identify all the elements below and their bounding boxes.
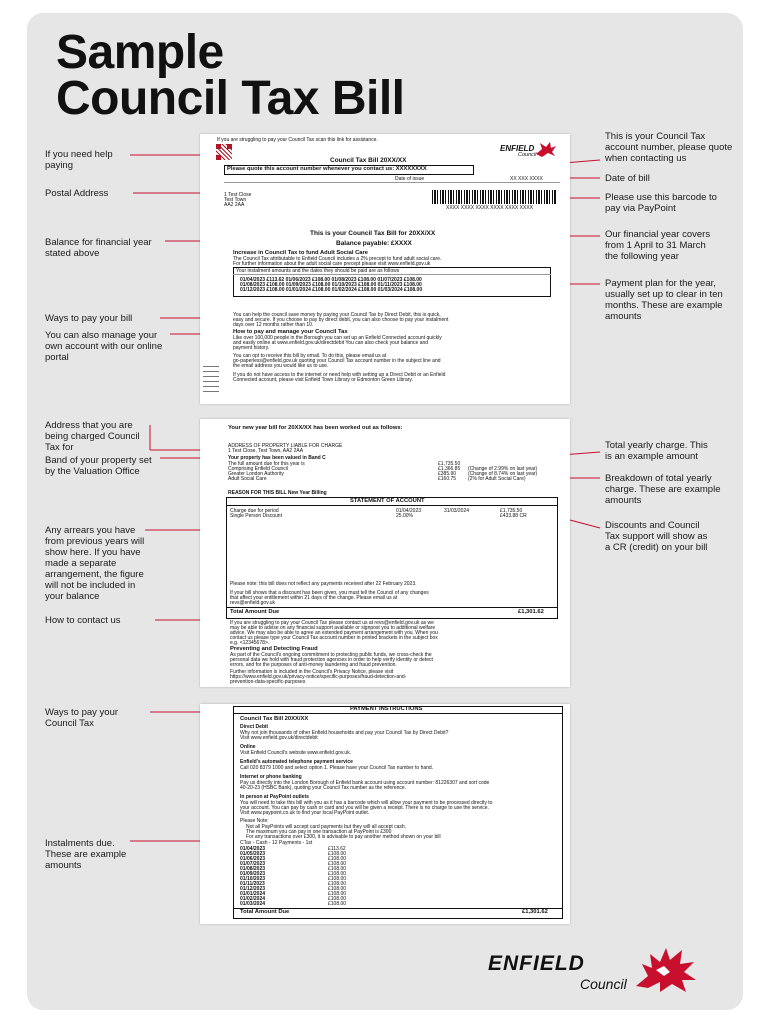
manage-text-2: and easily online at www.enfield.gov.uk/directdebit You can also check your balance and — [233, 340, 429, 346]
fraud-text-1: As part of the Council's ongoing commitment to protecting public funds, we cross-check the — [230, 652, 432, 658]
instalment-date: 01/10/2023 — [240, 876, 266, 882]
discount-text-1: If your bill shows that a discount has been given, you must tell the Council of any changes — [230, 590, 429, 596]
help-line: If you are struggling to pay your Council Tax scan this link for assistance. — [217, 137, 378, 143]
instalment-date: 01/06/2023 — [240, 856, 266, 862]
instalment-date: 01/02/2024 — [240, 896, 266, 902]
instalment-date: 01/12/2023 — [240, 886, 266, 892]
fraud-text-3: errors, and for the purposes of anti-money laundering and fraud prevention. — [230, 662, 397, 668]
instalment-amount: £108.00 — [328, 886, 347, 892]
callout-total-yearly-charge: Total yearly charge. This is an example amount — [605, 440, 708, 462]
statement-to-0: 31/03/2024 — [444, 508, 470, 514]
instalment-row-2: 01/08/2023 £108.00 01/09/2023 £108.00 01/10/2023 £108.00 01/11/2023 £108.00 — [240, 282, 422, 288]
callout-breakdown: Breakdown of total yearly charge. These are example amounts — [605, 473, 721, 506]
callout-payment-plan: Payment plan for the year, usually set up to clear in ten months. These are example amounts — [605, 278, 723, 322]
account-number-line: Please quote this account number whenever you contact us: XXXXXXXX — [227, 166, 427, 172]
callout-arrears: Any arrears you have from previous years will show here. If you have made a separate arrangement, the figure will not be included in your balance — [45, 525, 145, 602]
bill-for-year: This is your Council Tax Bill for 20XX/XX — [310, 230, 436, 237]
instalment-amount: £113.62 — [328, 846, 346, 852]
charge-amount-3: £160.75 — [438, 476, 457, 482]
instalment-amount: £108.00 — [328, 871, 347, 877]
page3-total-value: £1,301.62 — [522, 909, 548, 915]
charge-note-2: (Change of 8.74% on last year) — [468, 471, 538, 477]
direct-debit-text-2: easy and secure. If you choose to pay by direct debit, you can also choose to pay your instalment — [233, 317, 449, 323]
instalment-divider — [233, 274, 551, 275]
instalment-amount: £108.00 — [328, 851, 347, 857]
callout-barcode: Please use this barcode to pay via PayPoint — [605, 192, 717, 214]
callout-online-portal: You can also manage your own account with our online portal — [45, 330, 163, 363]
statement-from-1: 25.00% — [396, 513, 413, 519]
instalment-date: 01/07/2023 — [240, 861, 266, 867]
no-access-text-2: Connected account, please visit Enfield Town Library or Edmonton Green Library. — [233, 377, 413, 383]
email-text-2: go-paperless@enfield.gov.uk quoting your Council Tax account number in the subject line and — [233, 358, 441, 364]
discount-text-3: revs@enfield.gov.uk — [230, 600, 276, 606]
payment-method-text: your account. You can pay by cash or card and you will be given a receipt. There is no charge to use the service. — [240, 805, 489, 811]
contact-text-1: If you are struggling to pay your Council Tax please contact us at revs@enfield.gov.uk as we — [230, 620, 434, 626]
callout-balance: Balance for financial year stated above — [45, 237, 152, 259]
charge-note-1: (Change of 2.99% on last year) — [468, 466, 538, 472]
payment-method-text: Why not join thousands of other Enfield households and pay your Council Tax by Direct Debit? — [240, 730, 449, 736]
instalment-date: 01/03/2024 — [240, 901, 266, 907]
instalment-date: 01/05/2023 — [240, 851, 266, 857]
instalment-amount: £108.00 — [328, 861, 347, 867]
statement-label-0: Charge due for period — [230, 508, 279, 514]
address-line-2: Test Town — [224, 197, 247, 203]
payment-method-heading: Enfield's automated telephone payment service — [240, 759, 353, 765]
instalment-date: 01/01/2024 — [240, 891, 266, 897]
property-address-head: ADDRESS OF PROPERTY LIABLE FOR CHARGE — [228, 443, 343, 449]
address-line-3: AA2 2AA — [224, 202, 245, 208]
payment-method-heading: Online — [240, 744, 256, 750]
page3-total-label: Total Amount Due — [240, 909, 290, 915]
title-line-1: Sample — [56, 26, 224, 79]
callout-property-address: Address that you are being charged Council Tax for — [45, 420, 140, 453]
band-line: Your property has been valued in Band C — [228, 455, 326, 461]
increase-text-2: For further information about the adult social care precept please visit www.enfield.gov.uk — [233, 261, 431, 267]
bullet-1: Not all PayPoints will accept card payments but they will all accept cash. — [246, 824, 407, 830]
charge-amount-1: £1,366.85 — [438, 466, 461, 472]
payment-method-text: Pay us directly into the London Borough of Enfield bank account using account number: 81226307 and sort code — [240, 780, 490, 786]
callout-ways-to-pay-council-tax: Ways to pay your Council Tax — [45, 707, 119, 729]
bullet-3: For any transactions over £300, it is advisable to pay another method shown on your bill — [246, 834, 441, 840]
payment-method-text: 40-20-23 (HSBC Bank), quoting your Council Tax number as the reference. — [240, 785, 407, 791]
qr-code-icon — [216, 144, 232, 160]
manage-text-3: payment history. — [233, 345, 270, 351]
statement-label-1: Single Person Discount — [230, 513, 282, 519]
instalment-amount: £108.00 — [328, 876, 347, 882]
barcode-number: XXXX XXXX XXXX XXXX XXXX XXXX — [446, 205, 533, 211]
charge-amount-2: £385.90 — [438, 471, 457, 477]
callout-date-of-bill: Date of bill — [605, 173, 650, 184]
email-text-3: the email address you would like us to use. — [233, 363, 329, 369]
charge-note-3: (2% for Adult Social Care) — [468, 476, 526, 482]
statement-from-0: 01/04/2023 — [396, 508, 422, 514]
contact-text-4: contact us please type your Council Tax account number in printed brackets in the subject box — [230, 635, 438, 641]
no-access-text-1: If you do not have access to the internet or need help with setting up a Direct Debit or an Enfield — [233, 372, 446, 378]
instalment-date: 01/09/2023 — [240, 871, 266, 877]
enfield-logo-sub: Council — [580, 976, 627, 992]
privacy-text-1: Further information is included in the Council's Privacy Notice, please visit — [230, 669, 394, 675]
page2-total-label: Total Amount Due — [230, 609, 280, 615]
instalment-amount: £108.00 — [328, 891, 347, 897]
direct-debit-text-1: You can help the council save money by paying your Council Tax by Direct Debit, this is quick, — [233, 312, 441, 318]
instalment-date: 01/08/2023 — [240, 866, 266, 872]
charge-label-1: Comprising Enfield Council — [228, 466, 289, 472]
payment-method-heading: Internet or phone banking — [240, 774, 302, 780]
payment-method-text: You will need to take this bill with you as it has a barcode which will allow your payment to be processed directly to — [240, 800, 493, 806]
payment-method-heading: Direct Debit — [240, 724, 269, 730]
dragon-crest-icon — [534, 140, 558, 158]
callout-postal-address: Postal Address — [45, 188, 109, 199]
paypoint-barcode — [432, 190, 556, 204]
address-line-1: 1 Test Close — [224, 192, 252, 198]
charge-amount-0: £1,735.50 — [438, 461, 461, 467]
statement-amount-0: £1,735.50 — [500, 508, 523, 514]
bill-page-3 — [200, 704, 570, 924]
instalment-amount: £108.00 — [328, 881, 347, 887]
callout-account-number: This is your Council Tax account number, please quote when contacting us — [605, 131, 733, 164]
statement-heading: STATEMENT OF ACCOUNT — [350, 498, 425, 504]
enfield-logo-name: ENFIELD — [488, 952, 585, 975]
page1-logo-name: ENFIELD — [500, 144, 535, 153]
page2-total-value: £1,301.62 — [518, 609, 544, 615]
date-of-issue-label: Date of issue — [395, 176, 425, 182]
payment-method-text: Visit www.paypoint.co.uk to find your local PayPoint outlet. — [240, 810, 370, 816]
charge-label-0: The full amount due for this year is — [228, 461, 305, 467]
statement-amount-1: £433.88 CR — [500, 513, 527, 519]
callout-instalments: Instalments due. These are example amounts — [45, 838, 127, 871]
bill-page-1 — [200, 134, 570, 404]
instalment-amount: £108.00 — [328, 896, 347, 902]
fraud-heading: Preventing and Detecting Fraud — [230, 646, 318, 652]
callout-band: Band of your property set by the Valuation Office — [45, 455, 152, 477]
payment-method-text: Visit Enfield Council's website www.enfield.gov.uk. — [240, 750, 352, 756]
date-of-issue-value: XX XXX XXXX — [510, 176, 543, 182]
payment-method-text: Call 020 8379 1000 and select option 1. Please have your Council Tax number to hand. — [240, 765, 434, 771]
callout-help-paying: If you need help paying — [45, 149, 113, 171]
property-address: 1 Test Close, Test Town, AA2 2AA — [228, 448, 304, 454]
contact-text-2: may be able to advise on any financial support available or signpost you to additional welfare — [230, 625, 436, 631]
please-note: Please Note: — [240, 818, 269, 824]
payment-method-text: Visit www.enfield.gov.uk/directdebit — [240, 735, 318, 741]
bill-page-2 — [200, 419, 570, 687]
instalment-amount: £108.00 — [328, 901, 347, 907]
balance-payable: Balance payable: £XXXX — [336, 240, 412, 247]
page1-logo-sub: Council — [518, 152, 537, 158]
instalment-amount: £108.00 — [328, 866, 347, 872]
email-text-1: You can opt to receive this bill by email. To do this, please email us at — [233, 353, 387, 359]
charge-label-3: Adult Social Care — [228, 476, 267, 482]
ctax-line: CTax - Cash - 12 Payments - 1st — [240, 840, 313, 846]
note-payments-received: Please note: this bill does not reflect any payments received after 22 February 2023. — [230, 581, 417, 587]
contact-text-3: advice. We may also be able to agree an extended payment arrangement with you. When you — [230, 630, 438, 636]
privacy-text-2: https://www.enfield.gov.uk/privacy-notice/specific-purposes/fraud-detection-and- — [230, 674, 407, 680]
increase-text-1: The Council Tax attributable to Enfield Council includes a 2% precept to fund adult social care. — [233, 256, 442, 262]
page1-bill-title: Council Tax Bill 20XX/XX — [330, 157, 407, 164]
callout-contact-us: How to contact us — [45, 615, 121, 626]
instalment-date: 01/11/2023 — [240, 881, 265, 887]
discount-text-2: that affect your entitlement within 21 days of the change. Please email us at — [230, 595, 398, 601]
payment-instructions-header: PAYMENT INSTRUCTIONS — [350, 706, 423, 712]
instalment-amount: £108.00 — [328, 856, 347, 862]
title-line-2: Council Tax Bill — [56, 72, 405, 125]
privacy-text-3: prevention-data-specific-purposes — [230, 679, 306, 685]
callout-financial-year: Our financial year covers from 1 April to 31 March the following year — [605, 229, 711, 262]
callout-ways-to-pay-bill: Ways to pay your bill — [45, 313, 133, 324]
divider — [224, 182, 560, 183]
manage-heading: How to pay and manage your Council Tax — [233, 329, 348, 335]
reason-for-bill: REASON FOR THIS BILL New Year Billing — [228, 490, 327, 496]
manage-text-1: Like over 100,000 people in the Borough you can set up an Enfield Connected account quickly — [233, 335, 442, 341]
direct-debit-text-3: days over 12 months rather than 10. — [233, 322, 314, 328]
callout-discounts: Discounts and Council Tax support will show as a CR (credit) on your bill — [605, 520, 708, 553]
payment-method-heading: In person at PayPoint outlets — [240, 794, 309, 800]
contact-text-5: e.g. <12345678>. — [230, 640, 270, 646]
increase-heading: Increase in Council Tax to fund Adult Social Care — [233, 250, 368, 256]
instalment-heading: Your instalment amounts and the dates they should be paid are as follows — [236, 268, 400, 274]
charge-label-2: Greater London Authority — [228, 471, 284, 477]
dragon-crest-icon — [630, 940, 702, 996]
page2-heading: Your new year bill for 20XX/XX has been worked out as follows: — [228, 425, 403, 431]
instalment-date: 01/04/2023 — [240, 846, 266, 852]
page3-bill-title: Council Tax Bill 20XX/XX — [240, 716, 309, 722]
fraud-text-2: personal data we hold with fraud protection agencies in order to help verify identity or detect — [230, 657, 433, 663]
instalment-row-1: 01/04/2023 £113.62 01/06/2023 £108.00 01/08/2023 £108.00 01/07/2023 £108.00 — [240, 277, 422, 283]
bullet-2: The maximum you can pay in one transaction at PayPoint is £300 — [246, 829, 392, 835]
instalment-row-3: 01/12/2023 £108.00 01/01/2024 £108.00 01/02/2024 £108.00 01/03/2024 £108.00 — [240, 287, 423, 293]
